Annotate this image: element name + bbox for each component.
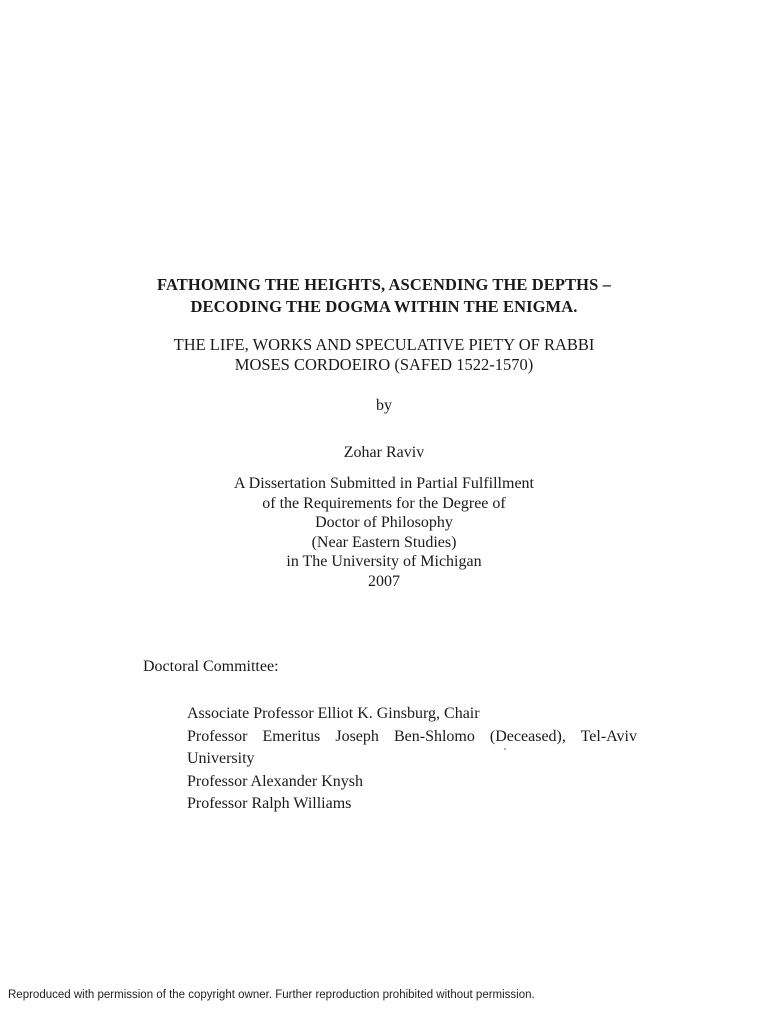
title-line-2: DECODING THE DOGMA WITHIN THE ENIGMA. xyxy=(190,297,578,316)
degree-line-2: of the Requirements for the Degree of xyxy=(262,494,506,512)
committee-member-4: Professor Ralph Williams xyxy=(187,795,352,812)
subtitle-line-2: MOSES CORDOEIRO (SAFED 1522-1570) xyxy=(234,355,534,374)
committee-member-3: Professor Alexander Knysh xyxy=(187,772,363,790)
degree-line-3: Doctor of Philosophy xyxy=(315,514,453,532)
by-line: by xyxy=(376,397,392,414)
scan-speck xyxy=(504,748,506,750)
degree-year: 2007 xyxy=(368,572,400,590)
committee-member-2-continued: University xyxy=(187,750,255,767)
subtitle-line-1: THE LIFE, WORKS AND SPECULATIVE PIETY OF RABBI xyxy=(173,335,595,354)
committee-member-1: Associate Professor Elliot K. Ginsburg, Chair xyxy=(187,705,480,722)
dissertation-subtitle xyxy=(0,335,768,375)
dissertation-title xyxy=(0,274,768,318)
title-line-1: FATHOMING THE HEIGHTS, ASCENDING THE DEPTHS – xyxy=(157,275,611,294)
degree-line-5: in The University of Michigan xyxy=(286,553,482,571)
degree-statement xyxy=(0,474,768,592)
author-name: Zohar Raviv xyxy=(343,444,425,461)
committee-list xyxy=(187,703,647,816)
degree-line-1: A Dissertation Submitted in Partial Fulfillment xyxy=(234,475,534,492)
committee-member-2: Professor Emeritus Joseph Ben-Shlomo (Deceased), Tel-Aviv xyxy=(187,727,637,745)
copyright-footer: Reproduced with permission of the copyright owner. Further reproduction prohibited without permission. xyxy=(8,989,535,1001)
degree-line-4: (Near Eastern Studies) xyxy=(311,533,457,551)
committee-heading: Doctoral Committee: xyxy=(143,658,279,675)
